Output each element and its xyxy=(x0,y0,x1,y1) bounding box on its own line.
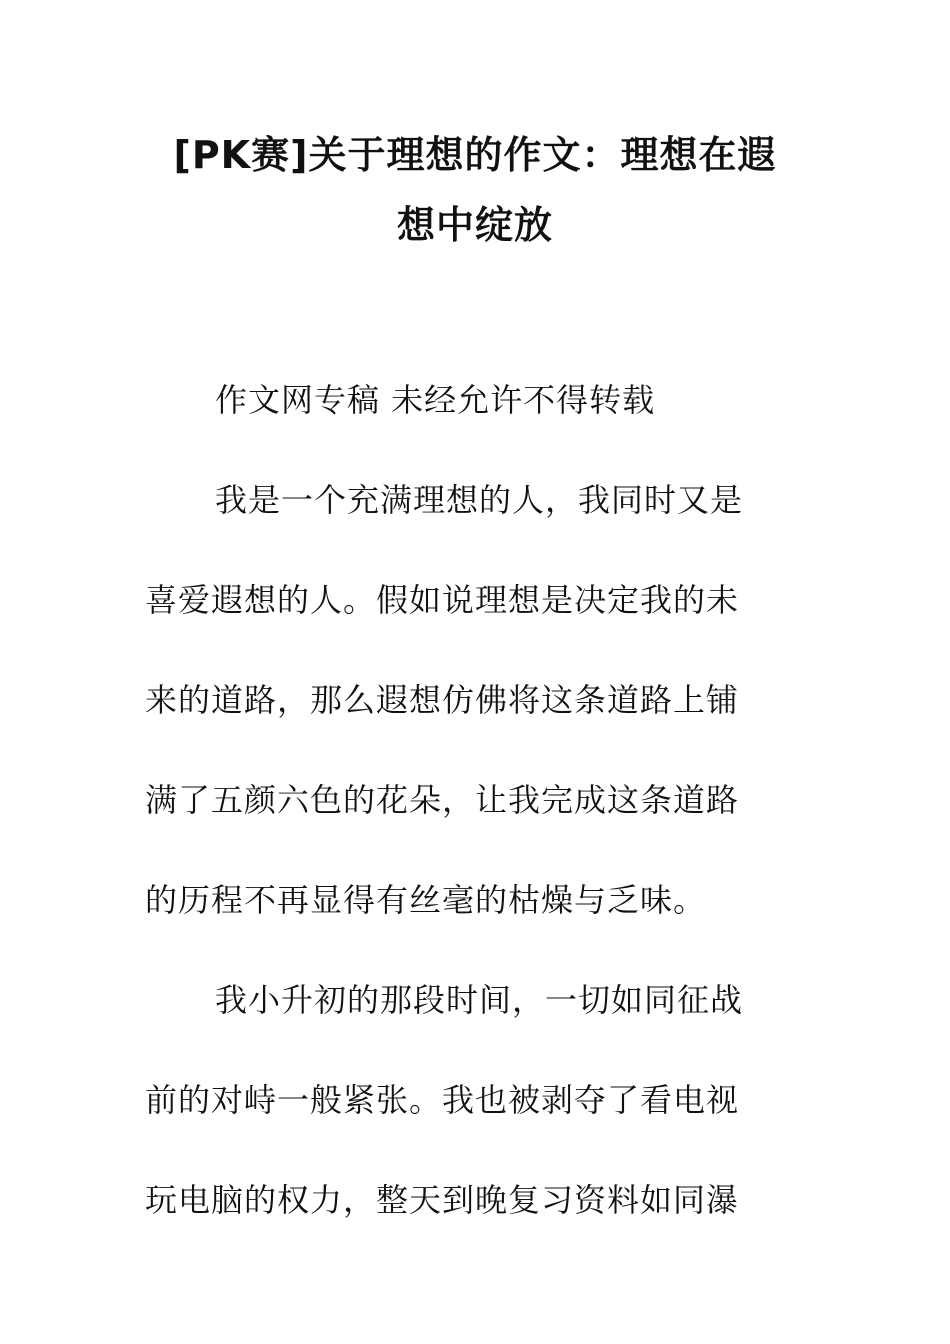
paragraph-line: 前的对峙一般紧张。我也被剥夺了看电视 xyxy=(145,1081,740,1119)
paragraph-line: 的历程不再显得有丝毫的枯燥与乏味。 xyxy=(145,881,707,919)
byline: 作文网专稿 未经允许不得转载 xyxy=(215,381,656,419)
paragraph-line: 我是一个充满理想的人，我同时又是 xyxy=(215,481,744,519)
paragraph-line: 喜爱遐想的人。假如说理想是决定我的未 xyxy=(145,581,740,619)
title-line-1: [PK赛]关于理想的作文：理想在遐 xyxy=(173,133,777,177)
paragraph-line: 玩电脑的权力，整天到晚复习资料如同瀑 xyxy=(145,1181,740,1219)
paragraph-line: 来的道路，那么遐想仿佛将这条道路上铺 xyxy=(145,681,740,719)
paragraph-line: 满了五颜六色的花朵，让我完成这条道路 xyxy=(145,781,740,819)
paragraph-line: 我小升初的那段时间，一切如同征战 xyxy=(215,981,744,1019)
article-title xyxy=(130,120,820,260)
title-line-2: 想中绽放 xyxy=(396,203,553,247)
